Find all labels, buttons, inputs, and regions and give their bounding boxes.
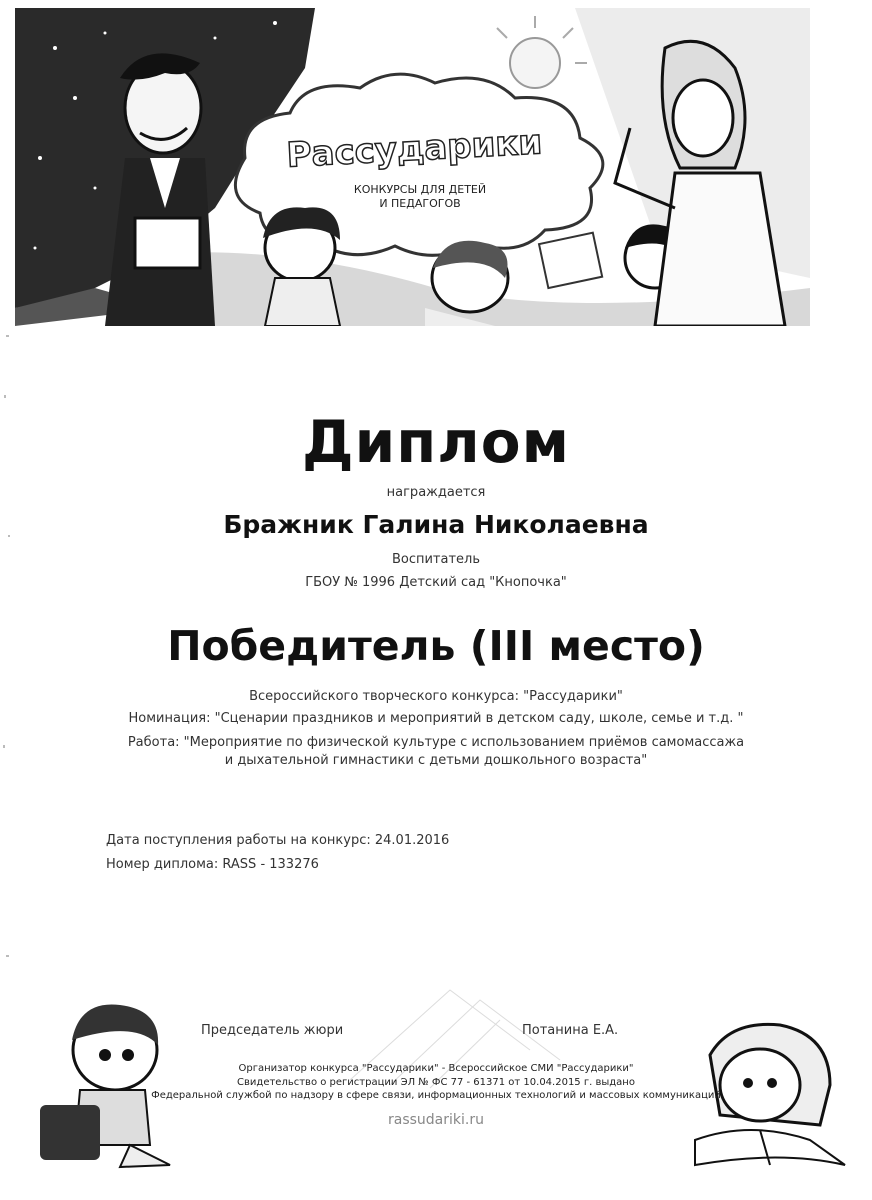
header-illustration — [15, 8, 810, 326]
award-place: Победитель (III место) — [167, 622, 705, 670]
work-title-line1: Работа: "Мероприятие по физической культуре с использованием приёмов самомассажа — [127, 735, 745, 750]
footer-organizer: Организатор конкурса "Рассударики" - Всероссийское СМИ "Рассударики" — [238, 1063, 634, 1074]
work-title-line2: и дыхательной гимнастики с детьми дошкольного возраста" — [224, 753, 648, 768]
footer-registration: Свидетельство о регистрации ЭЛ № ФС 77 - 61371 от 10.04.2015 г. выдано — [237, 1077, 635, 1088]
website-link[interactable]: rassudariki.ru — [388, 1112, 484, 1128]
awarded-label: награждается — [386, 485, 486, 500]
footer-agency: Федеральной службой по надзору в сфере связи, информационных технологий и массовых коммуникаций — [151, 1090, 721, 1101]
nomination: Номинация: "Сценарии праздников и мероприятий в детском саду, школе, семье и т.д. " — [128, 711, 744, 726]
jury-chair-name: Потанина Е.А. — [522, 1023, 619, 1038]
recipient-position: Воспитатель — [391, 552, 481, 567]
jury-chair-label: Председатель жюри — [201, 1023, 344, 1038]
tagline-line1: КОНКУРСЫ ДЛЯ ДЕТЕЙ — [353, 183, 487, 196]
recipient-organization: ГБОУ № 1996 Детский сад "Кнопочка" — [305, 575, 567, 590]
tagline-line2: И ПЕДАГОГОВ — [379, 197, 461, 210]
submission-date: Дата поступления работы на конкурс: 24.01.2016 — [106, 833, 450, 848]
recipient-name: Бражник Галина Николаевна — [223, 510, 649, 539]
diploma-title: Диплом — [301, 408, 571, 476]
brand-logo: Рассударики — [285, 122, 544, 176]
contest-name: Всероссийского творческого конкурса: "Рассударики" — [249, 689, 623, 704]
diploma-number: Номер диплома: RASS - 133276 — [106, 857, 319, 872]
